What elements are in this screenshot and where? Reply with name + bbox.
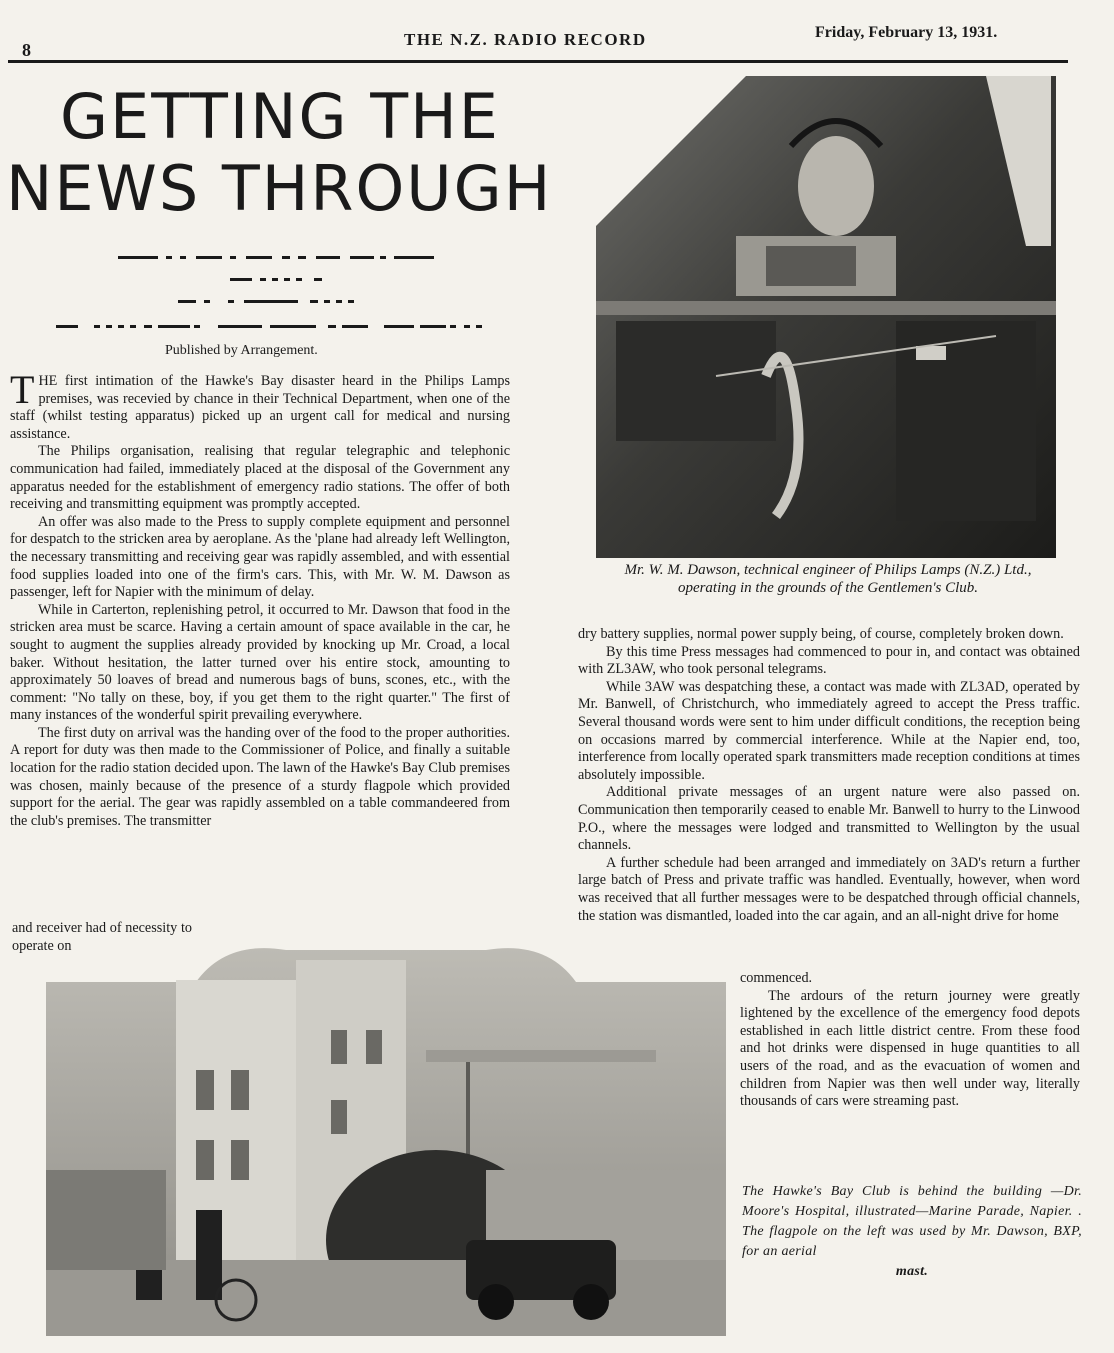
caption-last-word: mast.: [895, 1264, 929, 1279]
article-paragraph: The ardours of the return journey were greatly lightened by the excellence of the emergency food depots established in each little district centre. From these food and hot drinks were dispensed in huge quantities to all users of the road, and as the evacuation of women and children from Napier was then well under way, literally thousands of cars were streaming past.: [740, 987, 1080, 1110]
caption-text: The Hawke's Bay Club is behind the building —Dr. Moore's Hospital, illustrated—Marine Parade, Napier. . The flagpole on the left was used by Mr. Dawson, BXP, for an aerial: [742, 1184, 1082, 1259]
photo-caption-top: Mr. W. M. Dawson, technical engineer of Philips Lamps (N.Z.) Ltd., operating in the grounds of the Gentlemen's Club.: [624, 562, 1032, 596]
article-paragraph: The first duty on arrival was the handing over of the food to the proper authorities. A report for duty was then made to the Commissioner of Police, and finally a suitable location for the radio station decided upon. The lawn of the Hawke's Bay Club premises was chosen, mainly because of the presence of a sturdy flagpole which provided support for the aerial. The gear was rapidly assembled on a table commandeered from the club's premises. The transmitter: [10, 724, 510, 829]
article-paragraph: commenced.: [740, 970, 813, 986]
photo-radio-operator: [596, 76, 1056, 558]
article-paragraph: An offer was also made to the Press to supply complete equipment and personnel for despatch to the stricken area by aeroplane. As the 'plane had already left Wellington, the necessary transmitting and receiving gear was rapidly assembled, and with essential food supplies loaded into one of the firm's cars. This, with Mr. W. M. Dawson as passenger, left for Napier with the minimum of delay.: [10, 513, 510, 601]
article-paragraph: Additional private messages of an urgent nature were also passed on. Communication then temporarily ceased to enable Mr. Banwell to hurry to the Linwood P.O., where the messages were lodged and transmitted to Wellington by the usual channels.: [578, 784, 1080, 854]
morse-line-1: [118, 256, 438, 259]
drop-cap: T: [10, 373, 35, 412]
article-paragraph: By this time Press messages had commenced to pour in, and contact was obtained with ZL3AW, who took personal telegrams.: [578, 643, 1080, 678]
publication-name: THE N.Z. RADIO RECORD: [404, 30, 647, 49]
morse-line-3: [178, 300, 358, 303]
photo-hawkes-bay-club: [46, 940, 726, 1336]
article-paragraph: and receiver had of necessity to operate on: [12, 920, 192, 954]
article-paragraph: A further schedule had been arranged and immediately on 3AD's return a further large batch of Press and private traffic was handled. Eventually, however, when word was received that all further messages were to be despatched through official channels, the station was dismantled, loaded into the car again, and an all-night drive for home: [578, 854, 1080, 924]
headline-line-2: NEWS THROUGH: [6, 152, 553, 225]
article-column-2: [578, 626, 1080, 981]
headline-line-1: GETTING THE: [60, 80, 500, 153]
header-rule: [8, 60, 1068, 63]
article-paragraph: [10, 373, 510, 443]
article-paragraph: dry battery supplies, normal power supply being, of course, completely broken down.: [578, 626, 1064, 642]
page-number: 8: [22, 40, 31, 60]
morse-line-2: [230, 278, 330, 281]
paragraph-text: HE first intimation of the Hawke's Bay disaster heard in the Philips Lamps premises, was recevied by chance in their Technical Department, when one of the staff (whilst testing apparatus) picked up an urgent call for medical and nursing assistance.: [10, 373, 510, 442]
photo-caption-bottom: [742, 1182, 1082, 1282]
article-paragraph: While 3AW was despatching these, a contact was made with ZL3AD, operated by Mr. Banwell, of Christchurch, who immediately agreed to accept the Press traffic. Several thousand words were sent to him under difficult conditions, the reception being on occasions marred by commercial interference. While at the Napier end, too, interference from locally operated spark transmitters made reception conditions at times absolutely impossible.: [578, 678, 1080, 783]
issue-date: Friday, February 13, 1931.: [815, 24, 998, 41]
article-column-2-end: [740, 970, 1080, 1145]
byline: Published by Arrangement.: [165, 343, 318, 358]
article-paragraph: The Philips organisation, realising that regular telegraphic and telephonic communication had failed, immediately placed at the disposal of the Government any apparatus needed for the establishment of emergency radio stations. The offer of both receiving and transmitting equipment was promptly accepted.: [10, 443, 510, 513]
article-paragraph: While in Carterton, replenishing petrol, it occurred to Mr. Dawson that food in the stricken area must be scarce. Having a certain amount of space available in the car, he sought to augment the supplies already provided by knocking up Mr. Croad, a local baker. Without hesitation, the latter turned over his entire stock, amounting to approximately 50 loaves of bread and numerous bags of buns, scones, etc., with the comment: "No tally on these, boy, if you get them to the right quarter." The first of many instances of the wonderful spirit prevailing everywhere.: [10, 601, 510, 724]
morse-line-4: [56, 325, 486, 328]
article-column-1: [10, 373, 510, 893]
